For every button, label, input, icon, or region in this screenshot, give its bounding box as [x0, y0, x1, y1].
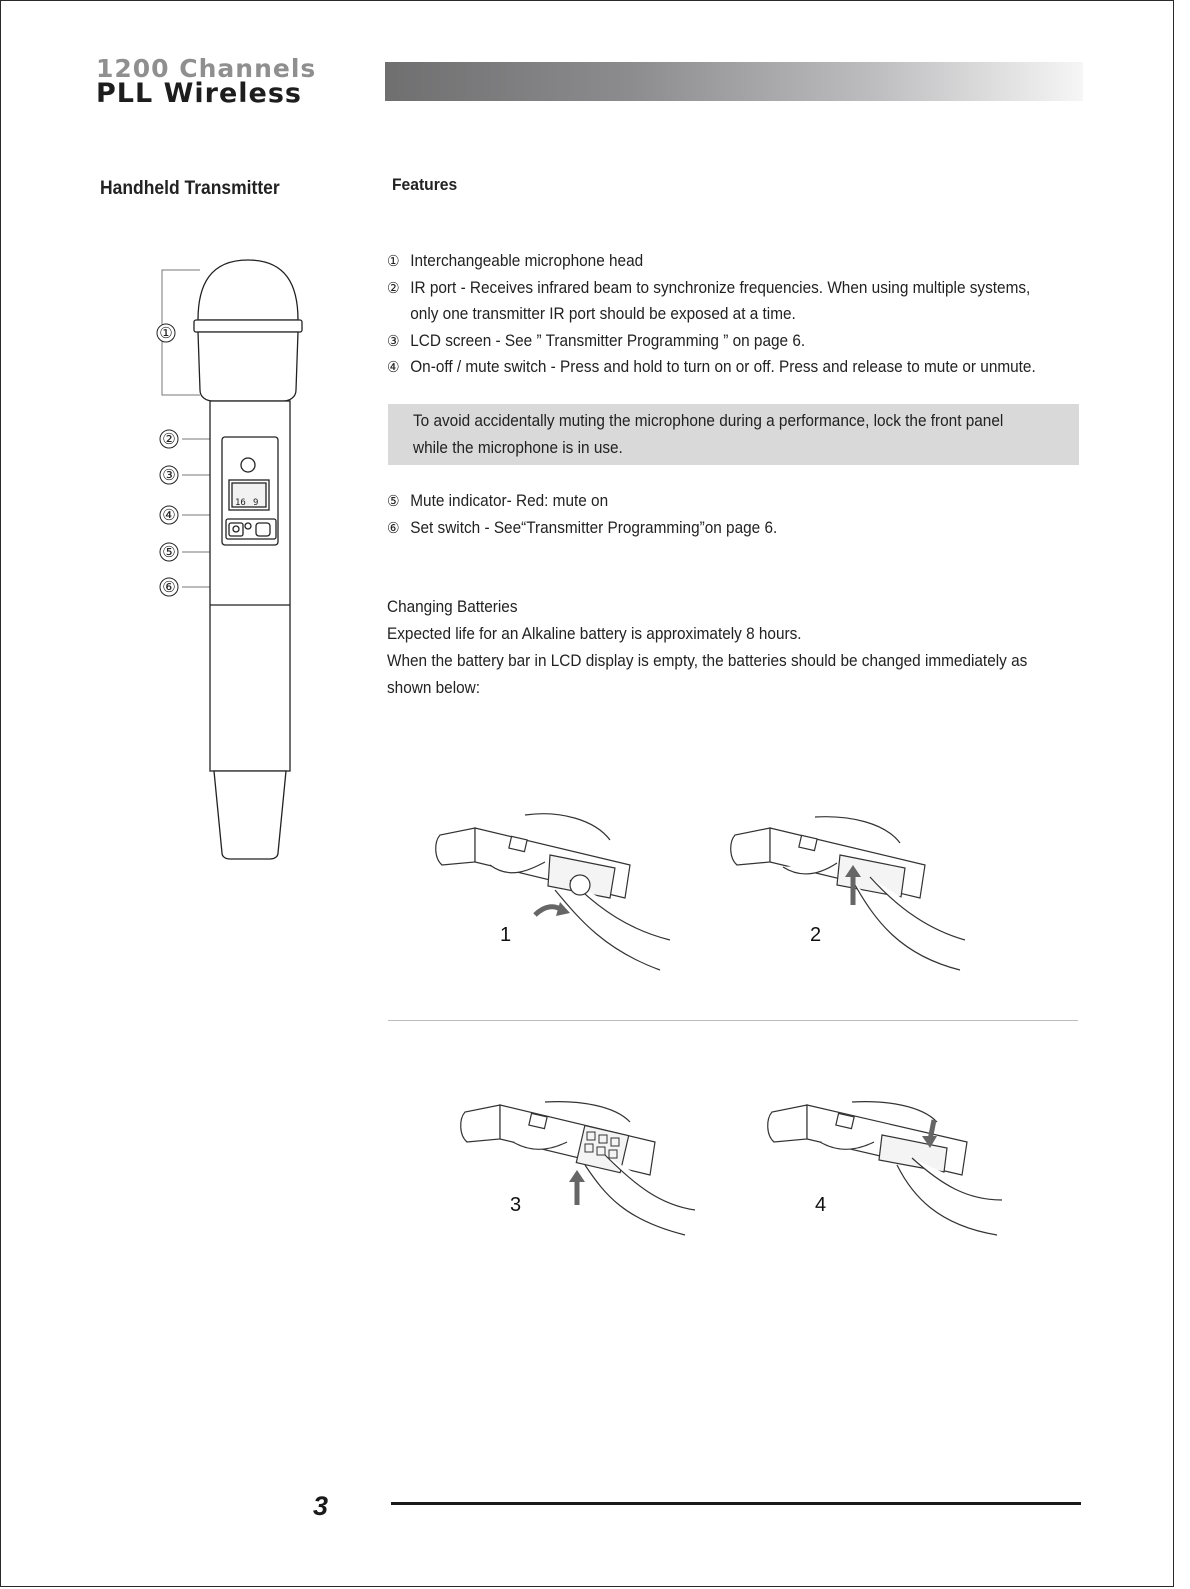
feature-text: On-off / mute switch - Press and hold to turn on or off. Press and release to mute or unmute.	[410, 358, 1036, 376]
feature-number: ④	[387, 358, 400, 376]
section-title-handheld-transmitter: Handheld Transmitter	[100, 178, 280, 199]
brand-line-1: 1200 Channels	[96, 54, 317, 83]
feature-item-4	[387, 354, 1094, 381]
feature-text: Set switch - See“Transmitter Programming”on page 6.	[410, 518, 778, 537]
section-divider	[388, 1020, 1078, 1021]
features-list-continued	[387, 488, 1094, 541]
step-label-3: 3	[510, 1194, 522, 1216]
feature-text-continued: only one transmitter IR port should be exposed at a time.	[410, 305, 796, 323]
batteries-heading: Changing Batteries	[387, 598, 518, 616]
batteries-line-3: shown below:	[387, 679, 480, 697]
feature-number: ⑤	[387, 492, 400, 510]
callout-number-4: ④	[162, 506, 176, 524]
feature-item-6	[387, 515, 1094, 542]
ir-port	[241, 458, 255, 472]
feature-text: Mute indicator- Red: mute on	[410, 492, 609, 510]
brand-logo	[96, 56, 316, 107]
brand-line-2: PLL Wireless	[96, 78, 302, 109]
callout-number-1: ①	[159, 324, 173, 342]
feature-text: LCD screen - See ” Transmitter Programming ” on page 6.	[410, 331, 806, 350]
battery-step-4-illustration	[762, 1100, 1007, 1240]
step-label-1: 1	[500, 924, 512, 946]
step-label-2: 2	[810, 924, 822, 946]
feature-text: IR port - Receives infrared beam to synchronize frequencies. When using multiple systems,	[410, 278, 1031, 297]
lcd-channel: 16	[235, 498, 246, 508]
batteries-line-1: Expected life for an Alkaline battery is approximately 8 hours.	[387, 625, 802, 643]
mic-head-lower	[198, 332, 298, 401]
feature-item-1	[387, 248, 1094, 275]
feature-number: ③	[387, 331, 400, 350]
feature-text: Interchangeable microphone head	[410, 252, 644, 270]
feature-number: ①	[387, 252, 400, 270]
battery-step-2-illustration	[725, 815, 970, 980]
mute-indicator-led	[245, 523, 251, 529]
mic-battery-cap	[214, 771, 286, 859]
features-heading: Features	[392, 175, 458, 194]
callout-number-2: ②	[162, 430, 176, 448]
mic-head-ring	[194, 320, 302, 332]
note-text	[413, 408, 1083, 462]
feature-item-3	[387, 328, 1094, 355]
callout-number-6: ⑥	[162, 578, 176, 596]
features-list	[387, 248, 1094, 381]
battery-step-1-illustration	[430, 810, 675, 975]
feature-item-5	[387, 488, 1094, 515]
step-label-4: 4	[815, 1194, 827, 1216]
changing-batteries-section	[387, 594, 1094, 702]
header-gradient-bar	[385, 62, 1083, 101]
callout-number-5: ⑤	[162, 543, 176, 561]
set-switch	[256, 523, 270, 536]
note-line-1: To avoid accidentally muting the microphone during a performance, lock the front panel	[413, 412, 1004, 430]
batteries-line-2: When the battery bar in LCD display is empty, the batteries should be changed immediately as	[387, 652, 1028, 670]
note-line-2: while the microphone is in use.	[413, 439, 623, 457]
callout-number-3: ③	[162, 466, 176, 484]
lcd-group: 9	[253, 498, 259, 508]
mic-head-grille	[198, 260, 298, 320]
battery-step-3-illustration	[455, 1100, 700, 1240]
feature-item-2	[387, 275, 1094, 302]
footer-rule	[391, 1502, 1081, 1505]
page-number: 3	[313, 1491, 329, 1521]
microphone-diagram	[150, 255, 310, 865]
handheld-mic-illustration	[150, 255, 310, 865]
feature-number: ②	[387, 278, 400, 297]
feature-number: ⑥	[387, 518, 400, 537]
